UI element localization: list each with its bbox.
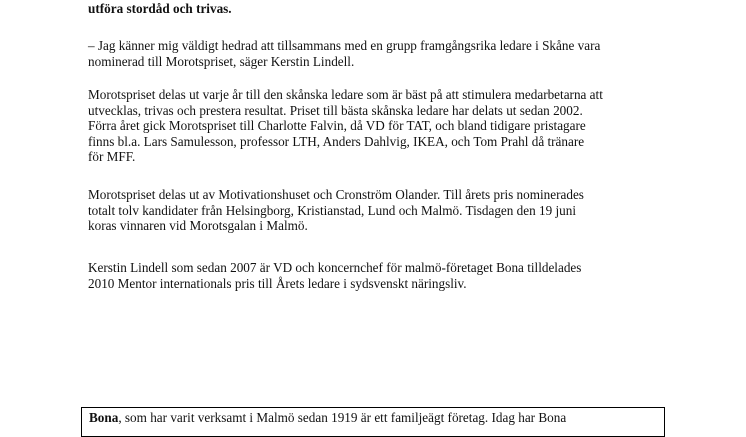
text-line: Morotspriset delas ut av Motivationshuset och Cronström Olander. Till årets pris nominerades: [88, 187, 584, 202]
paragraph-intro-bold: [88, 1, 678, 17]
text-line: totalt tolv kandidater från Helsingborg, Kristianstad, Lund och Malmö. Tisdagen den 19 juni: [88, 202, 576, 218]
paragraph-kerstin-lindell: [88, 260, 678, 291]
text-line: nominerad till Morotspriset, säger Kerstin Lindell.: [88, 53, 355, 69]
company-info-box: [81, 407, 665, 437]
paragraph-quote: [88, 38, 678, 69]
text-line: utföra stordåd och trivas.: [88, 1, 232, 16]
text-line: – Jag känner mig väldigt hedrad att tillsammans med en grupp framgångsrika ledare i Skåne vara: [88, 38, 601, 53]
text-line: Morotspriset delas ut varje år till den skånska ledare som är bäst på att stimulera medarbetarna att: [88, 87, 603, 102]
text-line: utvecklas, trivas och prestera resultat. Priset till bästa skånska ledare har delats ut sedan 2002.: [88, 102, 583, 118]
text-line: finns bl.a. Lars Samulesson, professor LTH, Anders Dahlvig, IKEA, och Tom Prahl då tränare: [88, 133, 585, 149]
paragraph-organizers: [88, 187, 678, 234]
text-line: för MFF.: [88, 149, 136, 165]
text-line: koras vinnaren vid Morotsgalan i Malmö.: [88, 218, 308, 234]
company-name: Bona: [89, 410, 119, 425]
text-line: Kerstin Lindell som sedan 2007 är VD och koncernchef för malmö-företaget Bona tilldelades: [88, 260, 582, 275]
paragraph-prize-description: [88, 87, 678, 165]
company-description: , som har varit verksamt i Malmö sedan 1919 är ett familjeägt företag. Idag har Bona: [118, 410, 567, 425]
text-line: 2010 Mentor internationals pris till Årets ledare i sydsvenskt näringsliv.: [88, 275, 467, 291]
text-line: Förra året gick Morotspriset till Charlotte Falvin, då VD för TAT, och bland tidigare pristagare: [88, 118, 586, 134]
company-info-text: [89, 410, 566, 426]
